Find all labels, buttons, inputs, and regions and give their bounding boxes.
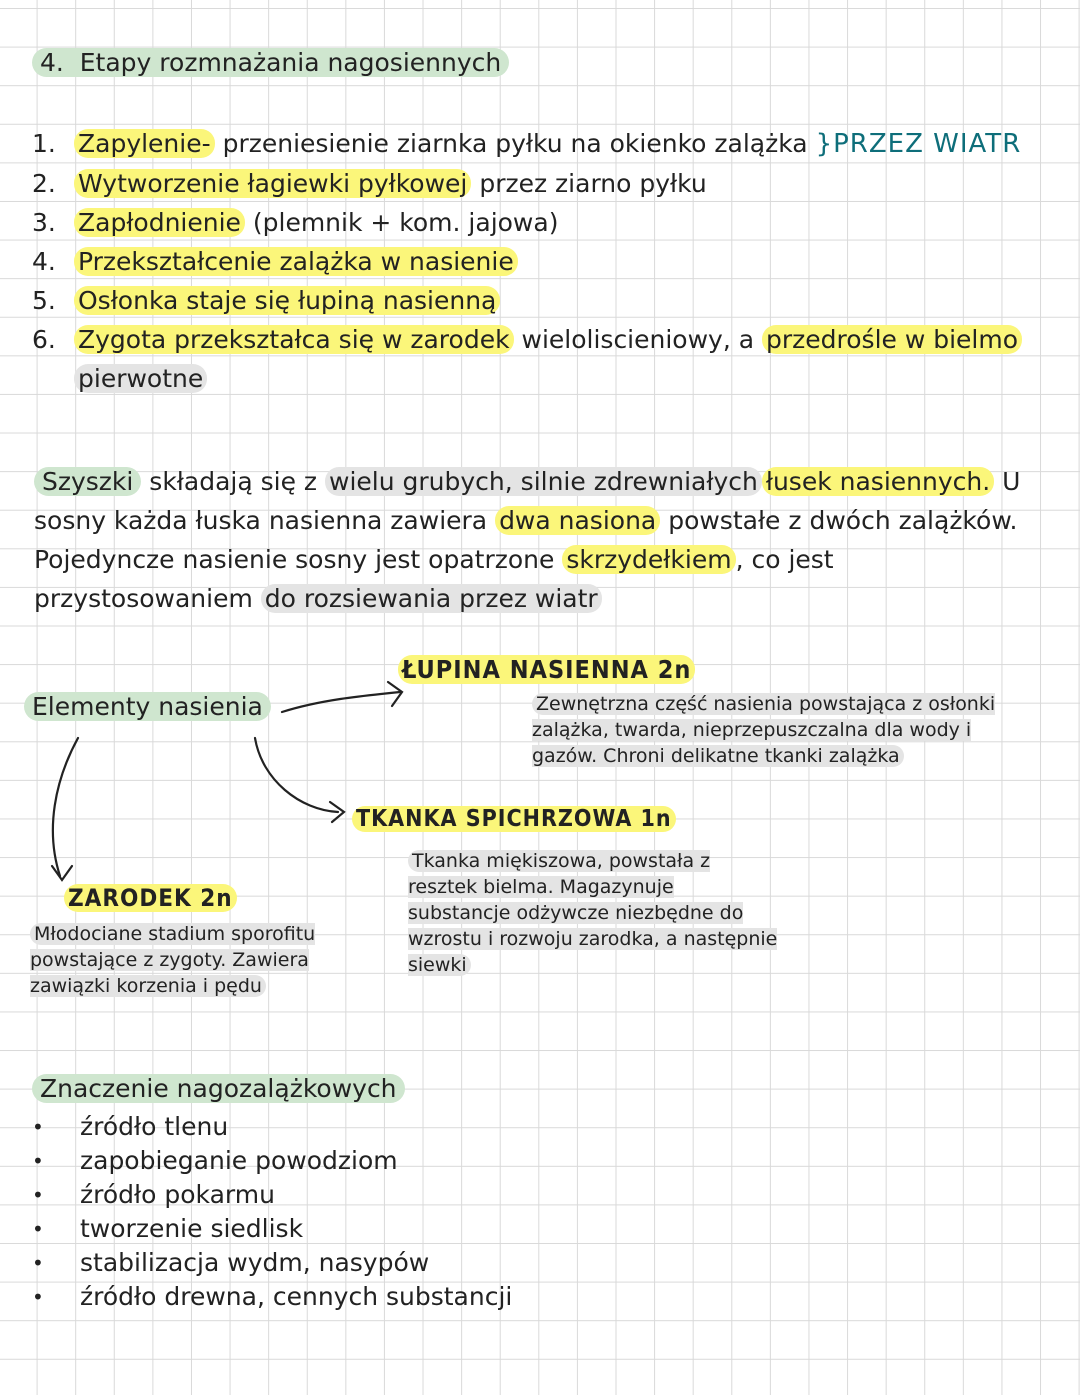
list-item: • tworzenie siedlisk (32, 1212, 512, 1246)
zarodek-description: Młodociane stadium sporofitu powstające z zygoty. Zawiera zawiązki korzenia i pędu (30, 923, 316, 997)
margin-note: }PRZEZ WIATR (815, 129, 1022, 159)
szyszki-paragraph: Szyszki składają się z wielu grubych, silnie zdrewniałych łusek nasiennych. U sosny każda łuska nasienna zawiera dwa nasiona powstałe z dwóch zalążków. Pojedyncze nasienie sosny jest opatrzone skrzydełkiem , co jest przystosowaniem do rozsiewania przez wiatr (34, 467, 1021, 613)
arrow-to-zarodek (53, 738, 78, 876)
list-item: 5. Osłonka staje się łupiną nasienną (32, 281, 1022, 320)
list-item: • źródło drewna, cennych substancji (32, 1280, 512, 1314)
diagram-center: Elementy nasienia (24, 692, 271, 721)
list-item: 1. Zapylenie- przeniesienie ziarnka pyłku na okienko zalążka }PRZEZ WIATR (32, 129, 1022, 159)
list-item: • stabilizacja wydm, nasypów (32, 1246, 512, 1280)
list-item: 4. Przekształcenie zalążka w nasienie (32, 242, 1022, 281)
list-item: • źródło tlenu (32, 1110, 512, 1144)
znaczenie-section (32, 1072, 512, 1314)
arrow-to-lupina (282, 692, 400, 712)
step-highlight: Zapylenie- (74, 129, 215, 158)
list-item: 3. Zapłodnienie (plemnik + kom. jajowa) (32, 208, 559, 237)
znaczenie-title: Znaczenie nagozalążkowych (32, 1074, 405, 1103)
tkanka-description: Tkanka miękiszowa, powstała z resztek bielma. Magazynuje substancje odżywcze niezbędne do wzrostu i rozwoju zarodka, a następnie siewki (408, 850, 778, 976)
section-number: 4. (40, 48, 64, 77)
lupina-label: ŁUPINA NASIENNA 2n (398, 655, 695, 684)
step-highlight: Zapłodnienie (74, 208, 245, 237)
zarodek-label: ZARODEK 2n (64, 884, 237, 912)
step-highlight: Osłonka staje się łupiną nasienną (74, 286, 500, 315)
step-highlight: Zygota przekształca się w zarodek (74, 325, 514, 354)
step-highlight: Wytworzenie łagiewki pyłkowej (74, 169, 471, 198)
tkanka-label: TKANKA SPICHRZOWA 1n (352, 806, 676, 832)
znaczenie-list (32, 1110, 512, 1314)
step-highlight: Przekształcenie zalążka w nasienie (74, 247, 518, 276)
lupina-description: Zewnętrzna część nasienia powstająca z osłonki zalążka, twarda, nieprzepuszczalna dla wody i gazów. Chroni delikatne tkanki zalążka (532, 693, 996, 767)
section-title-text: Etapy rozmnażania nagosiennych (79, 48, 502, 77)
list-item: 6. Zygota przekształca się w zarodek wieloliscieniowy, a przedrośle w bielmo pierwotne (32, 320, 1022, 398)
list-item: • źródło pokarmu (32, 1178, 512, 1212)
arrow-to-tkanka (255, 738, 338, 812)
step-continuation: pierwotne (74, 364, 207, 393)
step-highlight: przedrośle w bielmo (762, 325, 1022, 354)
list-item: • zapobieganie powodziom (32, 1144, 512, 1178)
list-item: 2. Wytworzenie łagiewki pyłkowej przez ziarno pyłku (32, 169, 707, 198)
